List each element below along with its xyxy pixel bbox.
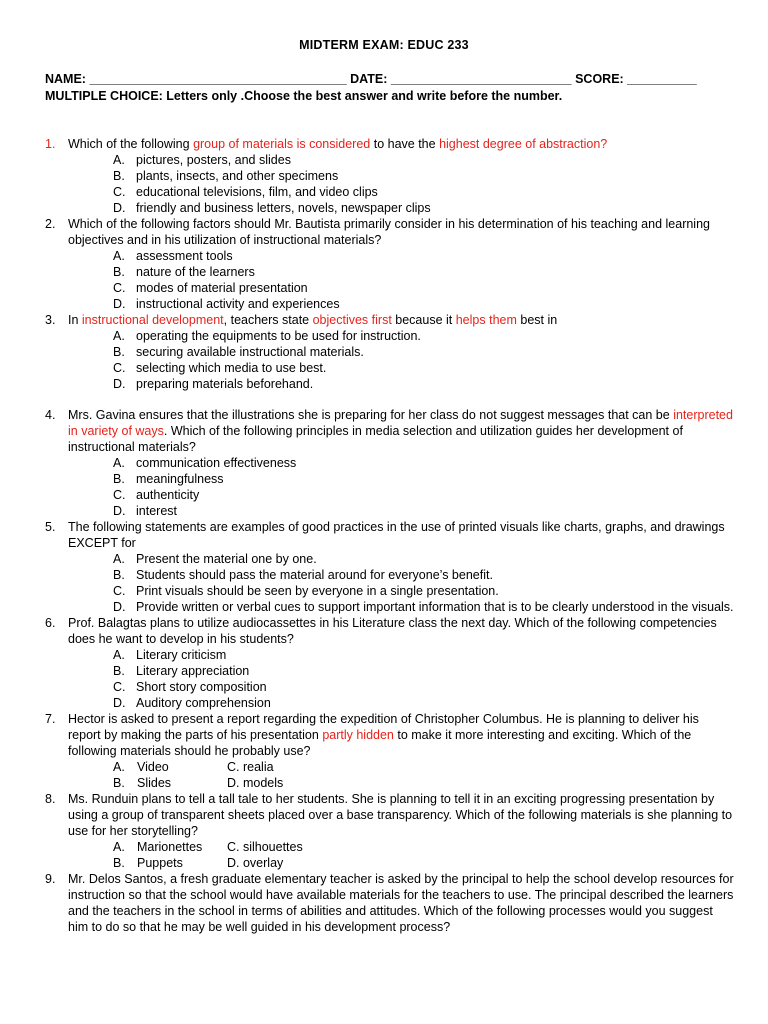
option-text: operating the equipments to be used for instruction. xyxy=(136,329,421,343)
option-d xyxy=(113,599,735,615)
option-text: friendly and business letters, novels, newspaper clips xyxy=(136,201,431,215)
option-text: assessment tools xyxy=(136,249,233,263)
question-number: 8. xyxy=(45,792,56,806)
option-letter: A. xyxy=(113,648,125,662)
question-text: Ms. Runduin plans to tell a tall tale to her students. She is planning to tell it in an exciting progressing presentation by using a group of transparent sheets placed over a base transparency. Which of the following materials is she planning to use for her storytelling? xyxy=(68,792,733,838)
question-text: Mr. Delos Santos, a fresh graduate elementary teacher is asked by the principal to help the school develop resources for instruction so that the school would have available materials for the teachers to use. The principal described the learners and the teachers in the school in terms of abilities and attitudes. Which of the following processes would you suggest him to do so that he may be well guided in his development process? xyxy=(68,872,734,934)
option-text: authenticity xyxy=(136,488,200,502)
option-a xyxy=(113,328,735,344)
option-letter: C. xyxy=(113,680,126,694)
question-number: 3. xyxy=(45,313,56,327)
option-letter: D. xyxy=(113,297,126,311)
option-b xyxy=(113,471,735,487)
option-letter: B. xyxy=(113,664,125,678)
option-row-ac xyxy=(113,759,735,775)
options-q6 xyxy=(113,647,735,711)
options-q7 xyxy=(113,759,735,791)
option-b xyxy=(113,264,735,280)
highlight-text: interpreted in variety of ways xyxy=(68,408,733,438)
text-run: In xyxy=(68,313,82,327)
option-a xyxy=(113,152,735,168)
highlight-text: partly hidden xyxy=(322,728,394,742)
option-letter: B. xyxy=(113,856,125,870)
option-letter: D. xyxy=(113,600,126,614)
option-text: pictures, posters, and slides xyxy=(136,153,291,167)
option-text: securing available instructional materials. xyxy=(136,345,364,359)
option-d xyxy=(113,695,735,711)
option-letter: C. xyxy=(113,584,126,598)
question-text: Prof. Balagtas plans to utilize audiocassettes in his Literature class the next day. Which of the following competencies does he want to develop in his students? xyxy=(68,616,717,646)
question-3 xyxy=(45,312,735,328)
question-number: 1. xyxy=(45,137,56,151)
question-text xyxy=(68,407,735,455)
question-4 xyxy=(45,407,735,455)
option-c xyxy=(113,583,735,599)
option-letter: A. xyxy=(113,249,125,263)
option-text: Literary criticism xyxy=(136,648,227,662)
option-c xyxy=(113,487,735,503)
option-d xyxy=(113,503,735,519)
option-letter: C. xyxy=(113,185,126,199)
option-text: Present the material one by one. xyxy=(136,552,317,566)
question-6 xyxy=(45,615,735,647)
option-text: modes of material presentation xyxy=(136,281,308,295)
option-text: Provide written or verbal cues to support important information that is to be clearly understood in the visuals. xyxy=(136,600,734,614)
option-letter: A. xyxy=(113,760,125,774)
option-letter: D. xyxy=(113,201,126,215)
options-q2 xyxy=(113,248,735,312)
highlight-text: helps them xyxy=(455,313,517,327)
question-text: The following statements are examples of good practices in the use of printed visuals like charts, graphs, and drawings EXCEPT for xyxy=(68,520,725,550)
option-letter: C. xyxy=(113,488,126,502)
question-text: Which of the following factors should Mr. Bautista primarily consider in his determination of his teaching and learning objectives and in his utilization of instructional materials? xyxy=(68,217,710,247)
option-letter: B. xyxy=(113,265,125,279)
option-text: communication effectiveness xyxy=(136,456,297,470)
option-text: D. models xyxy=(227,776,284,790)
question-9 xyxy=(45,871,735,935)
question-number: 5. xyxy=(45,520,56,534)
option-a xyxy=(113,647,735,663)
option-d xyxy=(113,200,735,216)
text-run: because it xyxy=(391,313,456,327)
option-text: Puppets xyxy=(137,856,183,870)
option-letter: A. xyxy=(113,329,125,343)
option-c xyxy=(113,184,735,200)
option-b xyxy=(113,168,735,184)
option-text: Short story composition xyxy=(136,680,267,694)
question-number: 7. xyxy=(45,712,56,726)
option-text: plants, insects, and other specimens xyxy=(136,169,339,183)
highlight-text: highest degree of abstraction? xyxy=(439,137,608,151)
option-text: interest xyxy=(136,504,177,518)
text-run: Which of the following xyxy=(68,137,194,151)
options-q1 xyxy=(113,152,735,216)
option-text: Video xyxy=(137,760,169,774)
option-c xyxy=(113,679,735,695)
option-text: meaningfulness xyxy=(136,472,224,486)
option-d xyxy=(113,376,735,392)
option-letter: A. xyxy=(113,840,125,854)
question-number: 9. xyxy=(45,872,56,886)
option-letter: D. xyxy=(113,504,126,518)
option-letter: B. xyxy=(113,169,125,183)
option-text: Print visuals should be seen by everyone in a single presentation. xyxy=(136,584,499,598)
option-letter: A. xyxy=(113,153,125,167)
option-text: Marionettes xyxy=(137,840,203,854)
option-text: Auditory comprehension xyxy=(136,696,271,710)
text-run: best in xyxy=(516,313,558,327)
question-8 xyxy=(45,791,735,839)
option-b xyxy=(113,567,735,583)
option-a xyxy=(113,455,735,471)
option-text: C. realia xyxy=(227,760,274,774)
question-5 xyxy=(45,519,735,551)
text-run: to have the xyxy=(370,137,440,151)
options-q8 xyxy=(113,839,735,871)
options-q3 xyxy=(113,328,735,392)
option-row-ac xyxy=(113,839,735,855)
question-text xyxy=(68,711,735,759)
question-number: 2. xyxy=(45,217,56,231)
option-text: C. silhouettes xyxy=(227,840,303,854)
option-a xyxy=(113,551,735,567)
option-text: instructional activity and experiences xyxy=(136,297,340,311)
option-d xyxy=(113,296,735,312)
question-text xyxy=(68,136,735,152)
question-1 xyxy=(45,136,735,152)
option-text: Students should pass the material around for everyone’s benefit. xyxy=(136,568,493,582)
option-letter: B. xyxy=(113,345,125,359)
highlight-text: objectives first xyxy=(312,313,392,327)
question-number: 4. xyxy=(45,408,56,422)
options-q5 xyxy=(113,551,735,615)
question-2 xyxy=(45,216,735,248)
options-q4 xyxy=(113,455,735,519)
option-c xyxy=(113,280,735,296)
option-letter: D. xyxy=(113,377,126,391)
option-text: D. overlay xyxy=(227,856,284,870)
highlight-text: instructional development xyxy=(81,313,224,327)
name-date-score-line: NAME: _____________________________________ DATE: __________________________ SCORE: __________ xyxy=(45,72,697,86)
text-run: Mrs. Gavina ensures that the illustrations she is preparing for her class do not suggest messages that can be xyxy=(68,408,674,422)
option-row-bd xyxy=(113,855,735,871)
highlight-text: group of materials is considered xyxy=(193,137,371,151)
option-letter: C. xyxy=(113,281,126,295)
option-letter: C. xyxy=(113,361,126,375)
question-number: 6. xyxy=(45,616,56,630)
instructions: MULTIPLE CHOICE: Letters only .Choose the best answer and write before the number. xyxy=(45,89,563,103)
question-text xyxy=(68,312,735,328)
option-c xyxy=(113,360,735,376)
question-list xyxy=(45,136,735,935)
text-run: , teachers state xyxy=(223,313,313,327)
option-text: Literary appreciation xyxy=(136,664,250,678)
text-run: Hector is asked to present a report regarding the expedition of Christopher Columbus. He is planning to deliver his report by making the parts of his presentation xyxy=(68,712,699,742)
option-text: Slides xyxy=(137,776,172,790)
option-text: preparing materials beforehand. xyxy=(136,377,314,391)
option-text: educational televisions, film, and video clips xyxy=(136,185,378,199)
option-letter: B. xyxy=(113,472,125,486)
text-run: . Which of the following principles in media selection and utilization guides her development of instructional materials? xyxy=(68,424,683,454)
option-b xyxy=(113,663,735,679)
option-text: selecting which media to use best. xyxy=(136,361,327,375)
option-letter: B. xyxy=(113,776,125,790)
text-run: to make it more interesting and exciting. Which of the following materials should he probably use? xyxy=(68,728,692,758)
option-b xyxy=(113,344,735,360)
exam-title: MIDTERM EXAM: EDUC 233 xyxy=(299,38,469,52)
option-letter: D. xyxy=(113,696,126,710)
option-letter: A. xyxy=(113,552,125,566)
option-row-bd xyxy=(113,775,735,791)
option-letter: A. xyxy=(113,456,125,470)
spacer xyxy=(45,392,735,407)
option-a xyxy=(113,248,735,264)
option-letter: B. xyxy=(113,568,125,582)
question-7 xyxy=(45,711,735,759)
option-text: nature of the learners xyxy=(136,265,255,279)
